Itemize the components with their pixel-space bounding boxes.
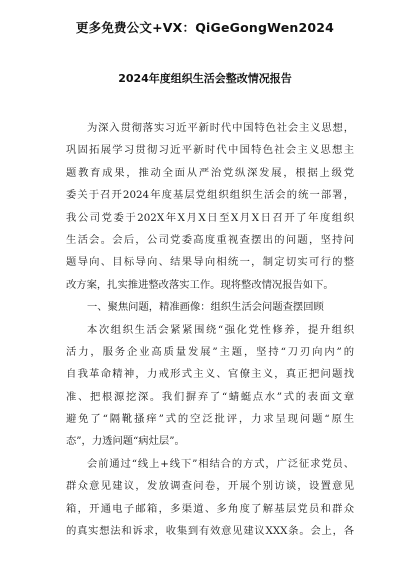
paragraph-line: 巩固拓展学习贯彻习近平新时代中国特色社会主义思想主 [66,144,354,157]
paragraph-line: 群众意见建议，发放调查问卷，开展个别访谈，设置意见 [66,480,354,493]
paragraph-line: 委关于召开2024年度基层党组织组织生活会的统一部署， [66,189,354,202]
document-title: 2024年度组织生活会整改情况报告 [118,72,292,85]
watermark-header: 更多免费公文+VX：QiGeGongWen2024 [75,20,335,35]
paragraph-line: 一、聚焦问题，精准画像：组织生活会问题查摆回顾 [87,301,324,314]
paragraph-line: 生活会。会后，公司党委高度重视查摆出的问题，坚持问 [66,233,354,246]
paragraph-line: 态”，力透问题“病灶层”。 [66,435,185,448]
paragraph-line: 的真实想法和诉求，收集到有效意见建议XXX条。会上，各 [66,525,354,538]
paragraph-line: 题教育成果，推动全面从严治党纵深发展，根据上级党 [66,166,354,179]
paragraph-line: 为深入贯彻落实习近平新时代中国特色社会主义思想， [87,122,354,134]
paragraph-line: 改方案，扎实推进整改落实工作。现将整改情况报告如下。 [66,278,334,291]
paragraph-line: 避免了“隔靴搔痒”式的空泛批评，力求呈现问题“原生 [66,413,354,426]
paragraph-line: 活力，服务企业高质量发展”主题，坚持“刀刃向内”的 [66,345,354,358]
paragraph-line: 我公司党委于202X年X月X日至X月X日召开了年度组织 [66,211,354,224]
paragraph-line: 准、把根源挖深。我们摒弃了“蜻蜓点水”式的表面文章 [66,390,354,403]
document-body [66,117,354,542]
paragraph-line: 会前通过“线上+线下”相结合的方式，广泛征求党员、 [87,457,354,470]
paragraph-line: 题导向、目标导向、结果导向相统一，制定切实可行的整 [66,256,354,269]
paragraph-line: 自我革命精神，力戒形式主义、官僚主义，真正把问题找 [66,368,354,381]
paragraph-line: 箱，开通电子邮箱，多渠道、多角度了解基层党员和群众 [66,502,354,515]
paragraph-line: 本次组织生活会紧紧围绕“强化党性修养，提升组织 [87,323,354,336]
